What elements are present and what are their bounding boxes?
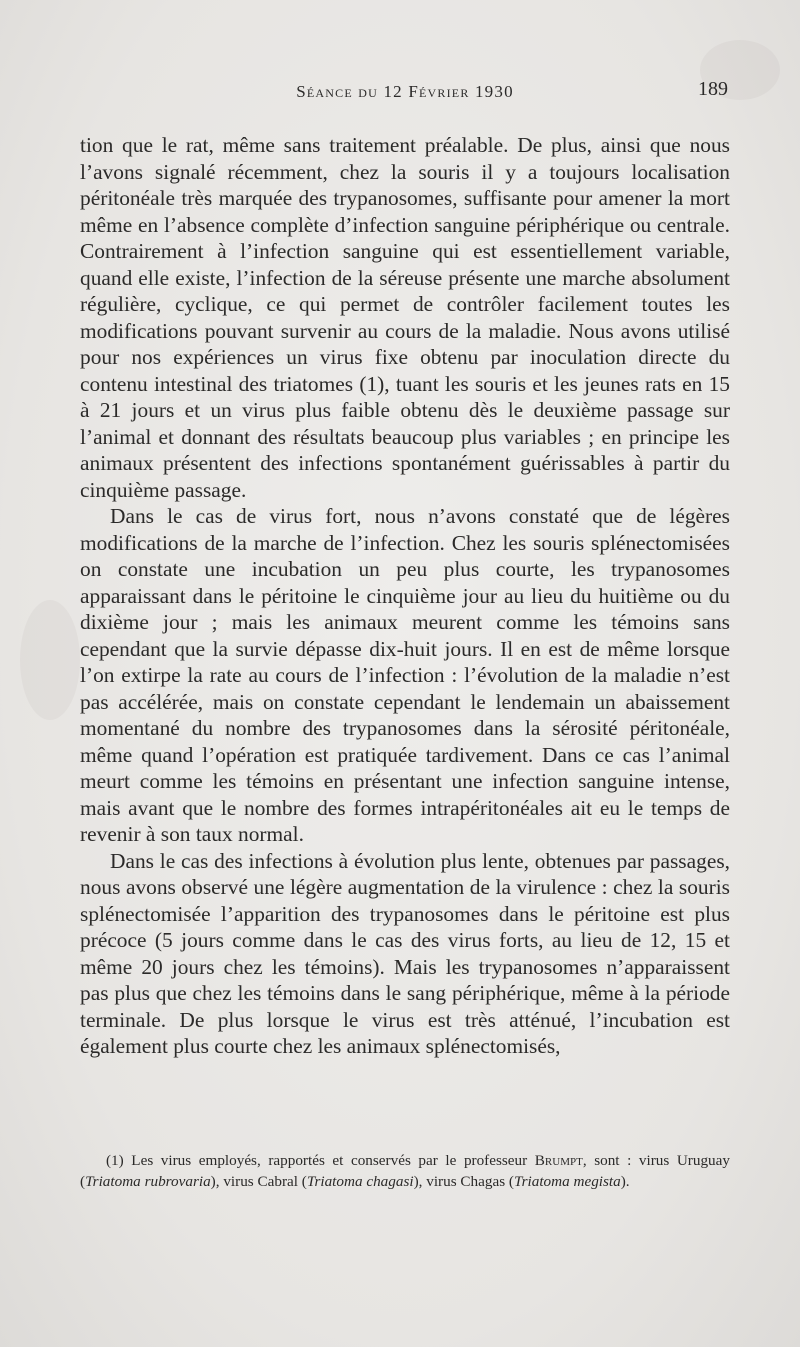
running-title: Séance du 12 Février 1930: [296, 82, 514, 101]
paragraph-3: Dans le cas des infections à évolution plus lente, obtenues par passages, nous avons observé une légère augmentation de la virulence : chez la souris splénectomisée l’apparition des trypanosomes dans le péritoine est plus précoce (5 jours comme dans le cas des virus forts, au lieu de 12, 15 et même 20 jours chez les témoins). Mais les trypanosomes n’apparaissent pas plus que chez les témoins dans le sang périphérique, même à la période terminale. De plus lorsque le virus est très atténué, l’incubation est également plus courte chez les animaux splénectomisés,: [80, 848, 730, 1058]
footnote-text: ), virus Cabral (: [210, 1173, 307, 1190]
footnote-text: ), virus Chagas (: [413, 1173, 514, 1190]
page-header: [80, 78, 730, 118]
footnote-author: Brumpt: [534, 1152, 583, 1169]
footnote-text: Les virus employés, rapportés et conservés par le professeur: [123, 1152, 535, 1169]
footnote: [80, 1150, 730, 1192]
footnote-species: Triatoma megista: [513, 1173, 621, 1190]
footnote-marker: (1): [106, 1152, 124, 1169]
paper-stain: [20, 600, 80, 720]
footnote-species: Triatoma rubrovaria: [85, 1173, 211, 1190]
paragraph-1: tion que le rat, même sans traitement préalable. De plus, ainsi que nous l’avons signalé récemment, chez la souris il y a toujours localisation péritonéale très marquée des trypanosomes, suffisante pour amener la mort même en l’absence complète d’infection sanguine périphérique ou centrale. Contrairement à l’infection sanguine qui est essentiellement variable, quand elle existe, l’infection de la séreuse présente une marche absolument régulière, cyclique, ce qui permet de contrôler facilement toutes les modifications pouvant survenir au cours de la maladie. Nous avons utilisé pour nos expériences un virus fixe obtenu par inoculation directe du contenu intestinal des triatomes (1), tuant les souris et les jeunes rats en 15 à 21 jours et un virus plus faible obtenu dès le deuxième passage sur l’animal et donnant des résultats beaucoup plus variables ; en principe les animaux présentent des infections spontanément guérissables à partir du cinquième passage.: [80, 133, 730, 502]
paragraph-2: Dans le cas de virus fort, nous n’avons constaté que de légères modifications de la marche de l’infection. Chez les souris splénectomisées on constate une incubation un peu plus courte, les trypanosomes apparaissant dans le péritoine le cinquième jour au lieu du huitième ou du dixième jour ; mais les animaux meurent comme les témoins sans cependant que la survie dépasse dix-huit jours. Il en est de même lorsque l’on extirpe la rate au cours de l’infection : l’évolution de la maladie n’est pas accélérée, mais on constate cependant le lendemain un abaissement momentané du nombre des trypanosomes dans la sérosité péritonéale, même quand l’opération est pratiquée tardivement. Dans ce cas l’animal meurt comme les témoins en présentant une infection sanguine intense, mais avant que le nombre des formes intrapéritonéales ait eu le temps de revenir à son taux normal.: [80, 504, 730, 846]
footnote-paragraph: [80, 1150, 730, 1192]
footnote-text: , sont : virus Uruguay (: [80, 1152, 730, 1190]
body-text: [80, 132, 730, 1060]
footnote-text: ).: [620, 1173, 630, 1190]
page-number: 189: [698, 78, 728, 100]
footnote-species: Triatoma chagasi: [306, 1173, 414, 1190]
